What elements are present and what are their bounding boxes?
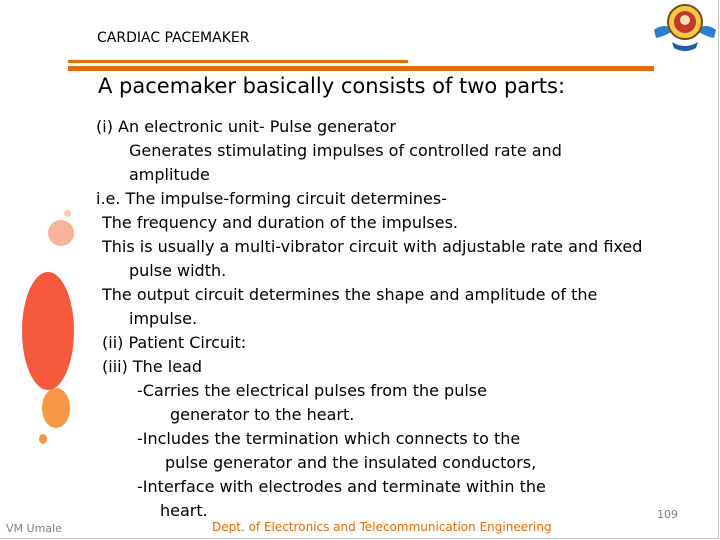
slide-body bbox=[96, 115, 676, 523]
decorative-circle-small bbox=[39, 434, 47, 444]
institute-logo-icon bbox=[650, 0, 720, 58]
body-line: -Carries the electrical pulses from the pulse bbox=[137, 381, 487, 400]
body-line: i.e. The impulse-forming circuit determines- bbox=[96, 189, 447, 208]
body-line: The output circuit determines the shape and amplitude of the bbox=[102, 285, 598, 304]
header-underline-top bbox=[68, 60, 408, 63]
body-line: (i) An electronic unit- Pulse generator bbox=[96, 117, 396, 136]
body-line: pulse width. bbox=[129, 261, 227, 280]
body-line: (ii) Patient Circuit: bbox=[102, 333, 247, 352]
body-line: pulse generator and the insulated conductors, bbox=[165, 453, 537, 472]
body-line: generator to the heart. bbox=[170, 405, 355, 424]
body-line: heart. bbox=[160, 501, 208, 520]
decorative-circle-tiny bbox=[64, 210, 71, 217]
footer-department: Dept. of Electronics and Telecommunication Engineering bbox=[212, 520, 552, 534]
body-line: Generates stimulating impulses of controlled rate and bbox=[129, 141, 562, 160]
body-line: (iii) The lead bbox=[102, 357, 202, 376]
body-line: The frequency and duration of the impulses. bbox=[102, 213, 459, 232]
body-line: impulse. bbox=[129, 309, 198, 328]
body-line: -Includes the termination which connects to the bbox=[137, 429, 521, 448]
body-line: This is usually a multi-vibrator circuit with adjustable rate and fixed bbox=[102, 237, 643, 256]
slide-title: A pacemaker basically consists of two parts: bbox=[98, 74, 566, 98]
body-line: amplitude bbox=[129, 165, 210, 184]
body-line: -Interface with electrodes and terminate within the bbox=[137, 477, 546, 496]
decorative-circle-large bbox=[22, 272, 74, 390]
page-number: 109 bbox=[657, 508, 678, 521]
header-underline-bottom bbox=[68, 66, 654, 71]
decorative-circle-top bbox=[48, 220, 74, 246]
decorative-circle-mid bbox=[42, 388, 70, 428]
slide-header: CARDIAC PACEMAKER bbox=[97, 30, 250, 46]
footer-author: VM Umale bbox=[6, 522, 62, 535]
